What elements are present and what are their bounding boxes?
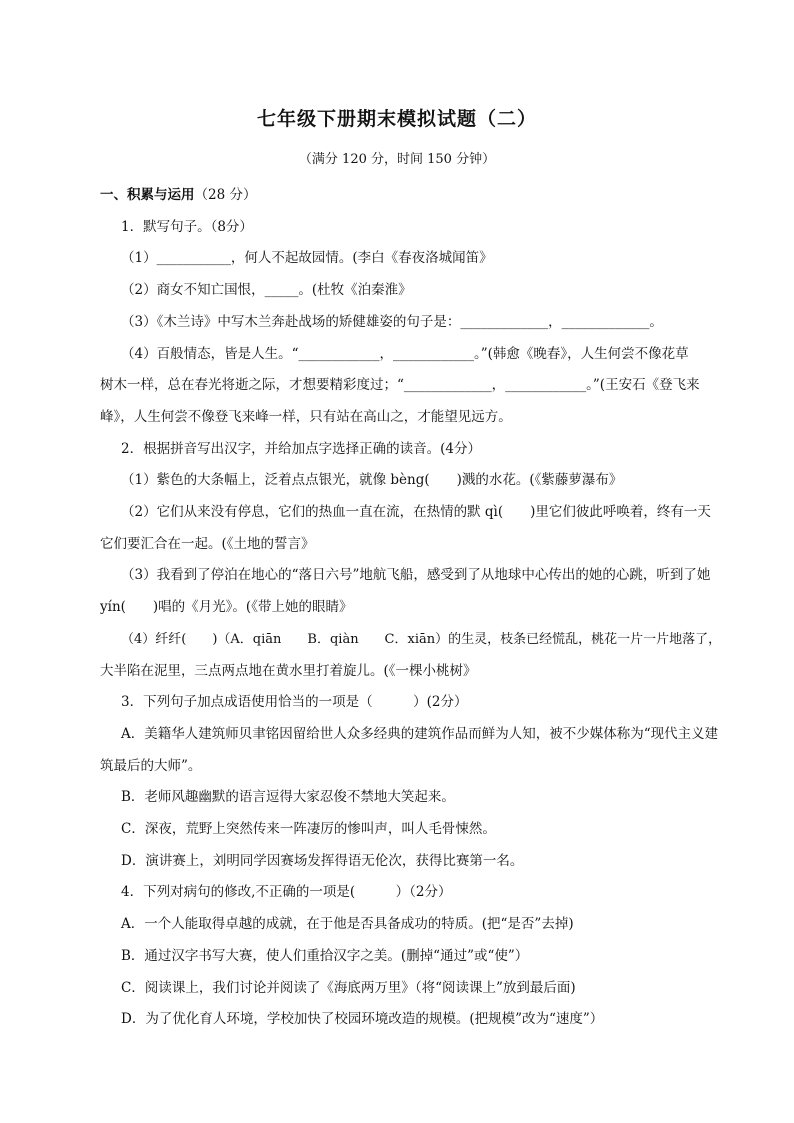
question-3-option: A．美籍华人建筑师贝聿铭因留给世人众多经典的建筑作品而鲜为人知，被不少媒体称为“现代主义建 bbox=[121, 725, 719, 742]
question-2-stem: 2．根据拼音写出汉字，并给加点字选择正确的读音。(4分） bbox=[121, 440, 481, 457]
section-heading: 一、积累与运用（28 分） bbox=[100, 187, 257, 203]
question-2-item: （1）紫色的大条幅上，泛着点点银光，就像 bèng( )溅的水花。(《紫藤萝瀑布》 bbox=[121, 472, 623, 489]
question-2-item: （4）纤纤( )（A．qiān B．qiàn C．xiān）的生灵，枝条已经慌乱，桃花一片一片地落了， bbox=[121, 631, 722, 647]
question-2-item: （2）它们从来没有停息，它们的热血一直在流，在热情的默 qì( )里它们彼此呼唤着，终有一天 bbox=[121, 504, 711, 521]
question-4-option: C．阅读课上，我们讨论并阅读了《海底两万里》（将“阅读课上”放到最后面) bbox=[121, 979, 576, 996]
question-2-item-continued: yín( )唱的《月光》。(《带上她的眼睛》 bbox=[100, 599, 353, 616]
question-2-item-continued: 它们要汇合在一起。(《土地的誓言》 bbox=[100, 535, 315, 552]
question-1-item: （3）《木兰诗》中写木兰奔赴战场的矫健雄姿的句子是：_____________，_____________。 bbox=[121, 313, 663, 330]
question-1-stem: 1．默写句子。（8分） bbox=[121, 218, 253, 235]
question-1-item-continued: 峰》，人生何尝不像登飞来峰一样，只有站在高山之，才能望见远方。 bbox=[100, 408, 512, 425]
question-4-option: A．一个人能取得卓越的成就，在于他是否具备成功的特质。(把“是否”去掉) bbox=[121, 916, 574, 933]
page-title: 七年级下册期末模拟试题（二） bbox=[256, 108, 537, 130]
exam-body bbox=[100, 180, 722, 1036]
question-2-item-continued: 大半陷在泥里，三点两点地在黄水里打着旋儿。(《一棵小桃树》 bbox=[100, 662, 477, 679]
question-2-item: （3）我看到了停泊在地心的“落日六号”地航飞船，感受到了从地球中心传出的她的心跳，听到了她 bbox=[121, 567, 711, 584]
question-3-option-continued: 筑最后的大师”。 bbox=[100, 757, 202, 774]
question-3-option: C．深夜，荒野上突然传来一阵凄厉的惨叫声，叫人毛骨悚然。 bbox=[121, 821, 496, 838]
question-3-stem: 3．下列句子加点成语使用恰当的一项是（ ）(2分） bbox=[121, 694, 468, 711]
exam-info: （满分 120 分，时间 150 分钟） bbox=[298, 152, 496, 167]
question-1-item-continued: 树木一样，总在春光将逝之际，才想要精彩度过；“_____________，____________。”(王安石《登飞来 bbox=[100, 377, 700, 394]
question-1-item: （4）百般情态，皆是人生。“____________，____________。”(韩愈《晚春》，人生何尝不像花草 bbox=[121, 345, 689, 362]
question-3-option: B．老师风趣幽默的语言逗得大家忍俊不禁地大笑起来。 bbox=[121, 789, 455, 806]
question-3-option: D．演讲赛上，刘明同学因赛场发挥得语无伦次，获得比赛第一名。 bbox=[121, 852, 524, 869]
question-4-option: B．通过汉字书写大赛，使人们重拾汉字之美。(删掉“通过”或“使”） bbox=[121, 947, 529, 964]
question-4-stem: 4．下列对病句的修改,不正确的一项是( ）（2分） bbox=[121, 884, 452, 901]
question-1-item: （2）商女不知亡国恨，_____。(杜牧《泊秦淮》 bbox=[121, 282, 412, 299]
question-4-option: D．为了优化育人环境，学校加快了校园环境改造的规模。(把规模”改为“速度”） bbox=[121, 1011, 604, 1028]
question-1-item: （1）___________，何人不起故园情。(李白《春夜洛城闻笛》 bbox=[121, 250, 493, 267]
